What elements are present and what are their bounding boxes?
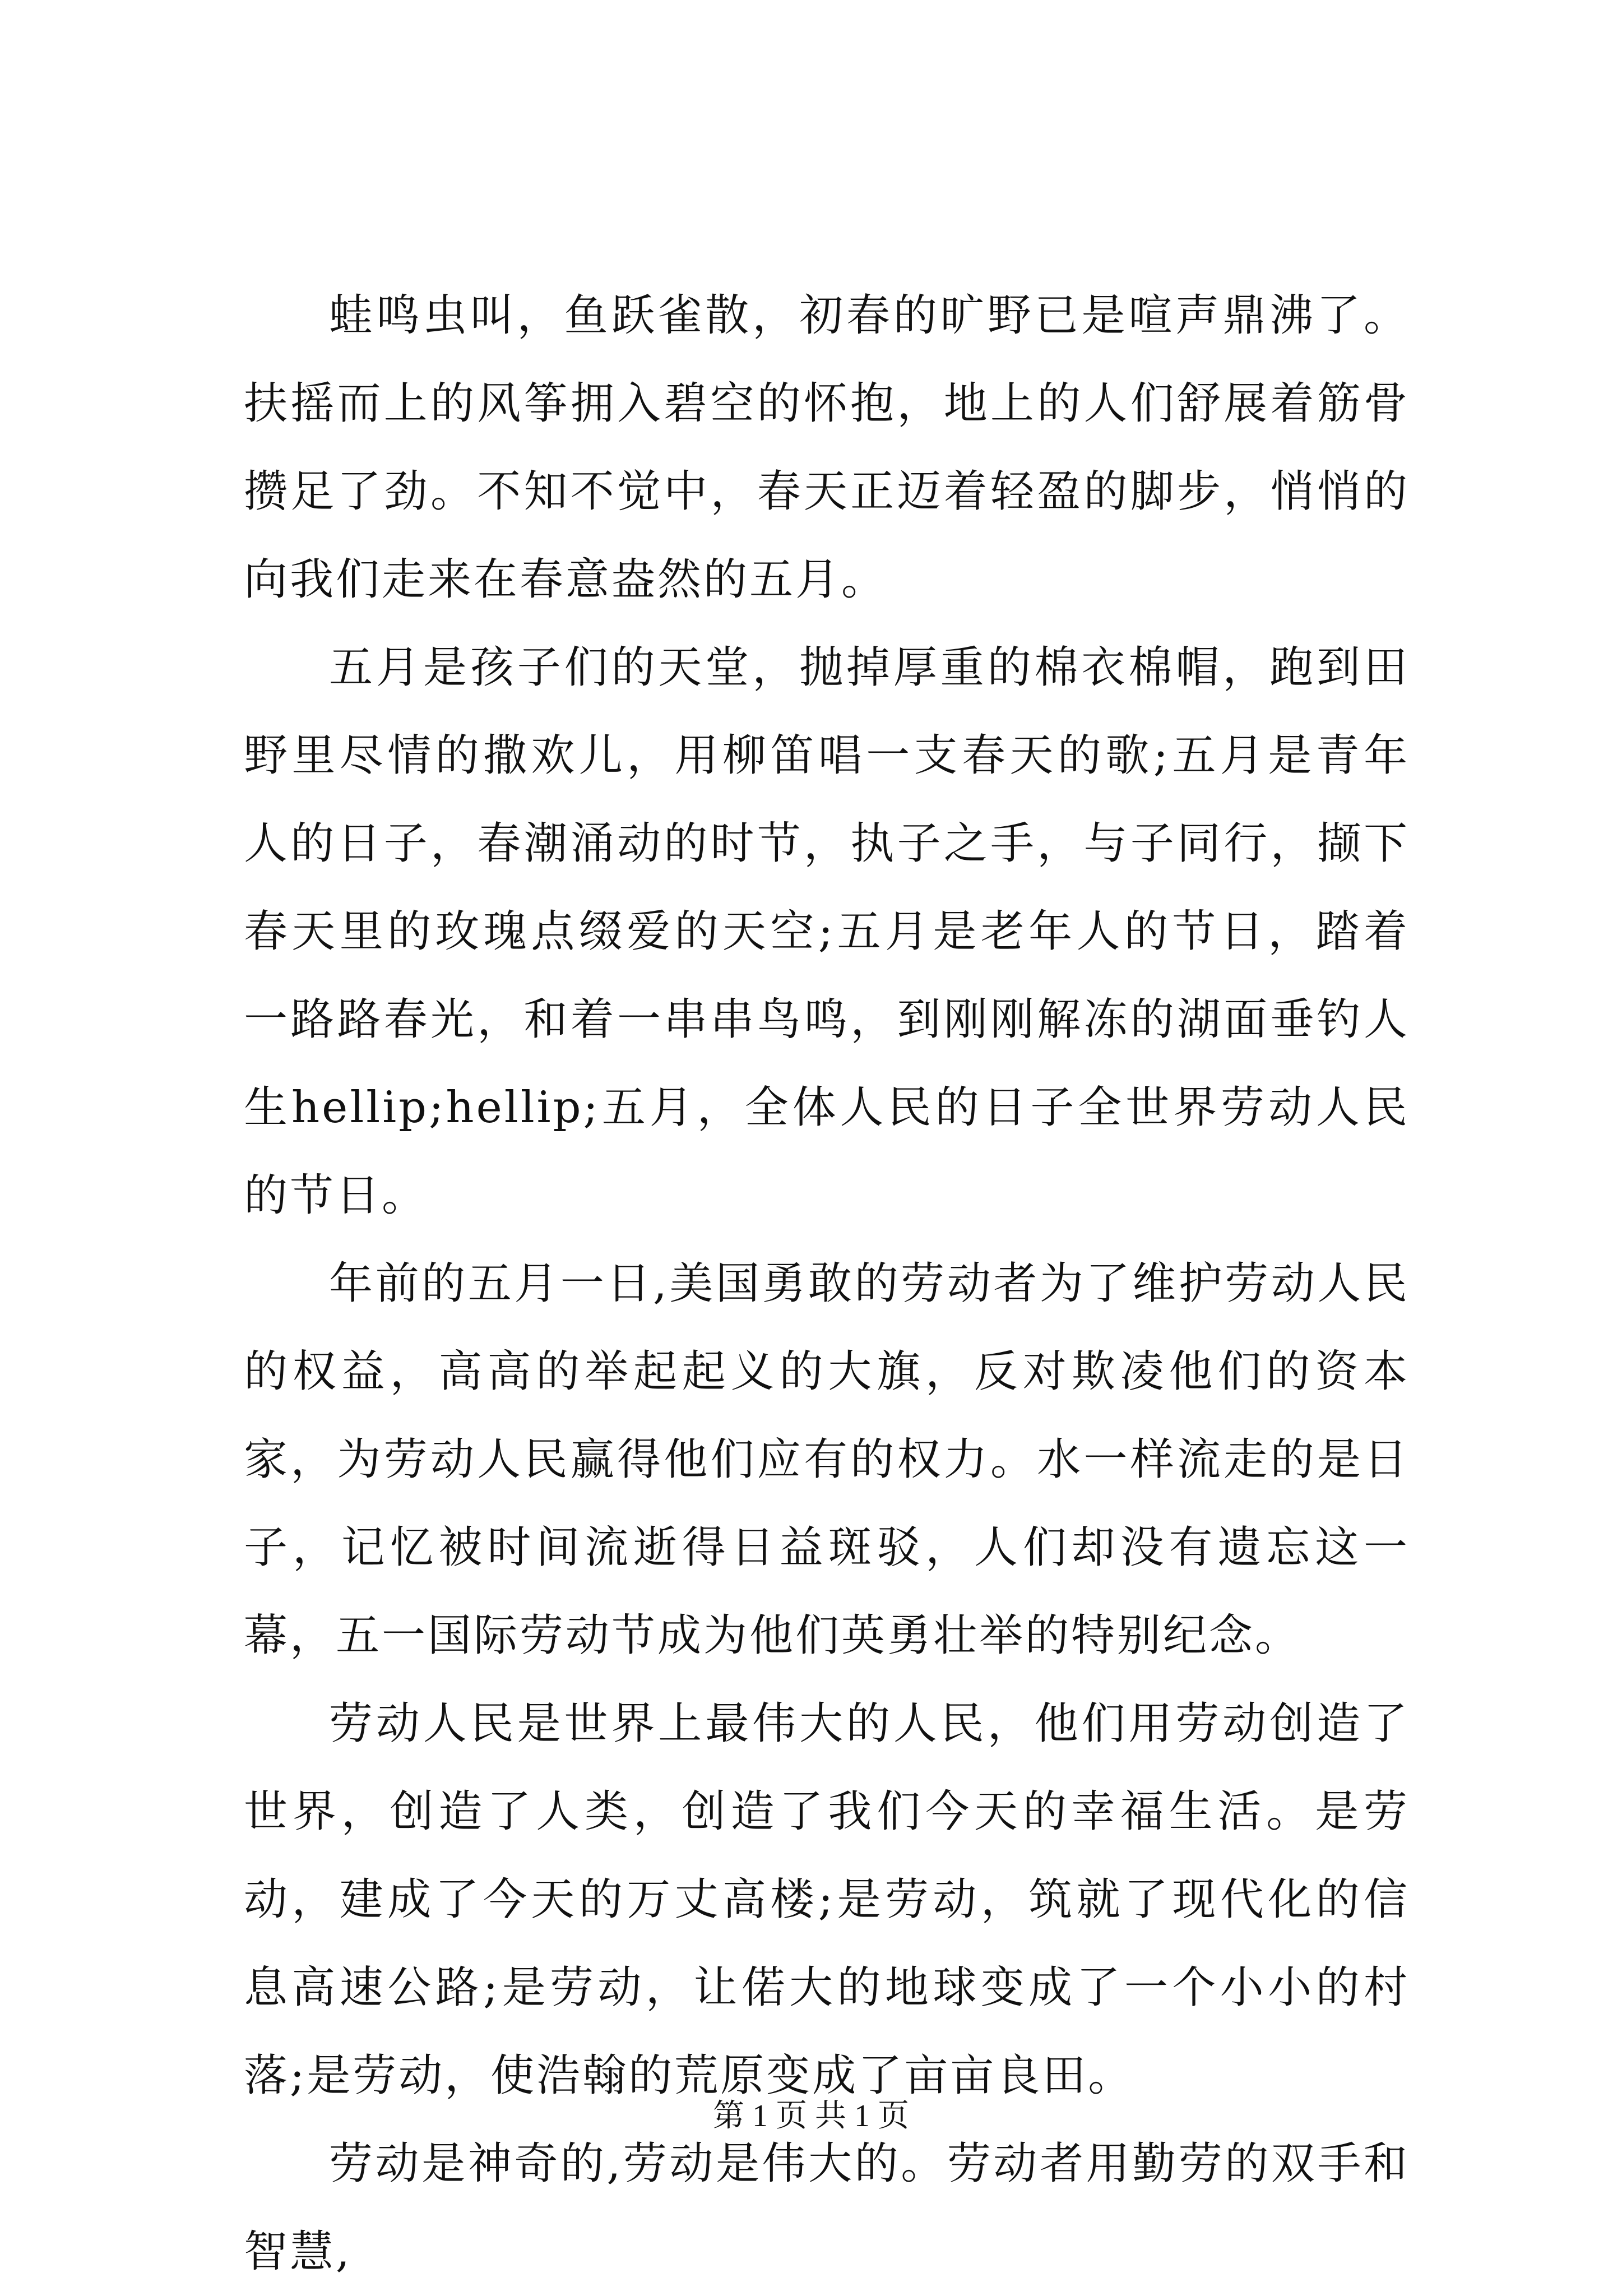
page-footer <box>0 2094 1622 2138</box>
paragraph-may-for-all-ages: 五月是孩子们的天堂，抛掉厚重的棉衣棉帽，跑到田野里尽情的撒欢儿，用柳笛唱一支春天的歌;五月是青年人的日子，春潮涌动的时节，执子之手，与子同行，撷下春天里的玫瑰点缀爱的天空;五月是老年人的节日，踏着一路路春光，和着一串串鸟鸣，到刚刚解冻的湖面垂钓人生hellip;hellip;五月，全体人民的日子全世界劳动人民的节日。 <box>244 642 1410 1221</box>
paragraph-may-day-history: 年前的五月一日,美国勇敢的劳动者为了维护劳动人民的权益，高高的举起起义的大旗，反对欺凌他们的资本家，为劳动人民赢得他们应有的权力。水一样流走的是日子，记忆被时间流逝得日益斑驳，人们却没有遗忘这一幕，五一国际劳动节成为他们英勇壮举的特别纪念。 <box>244 1258 1410 1661</box>
document-body <box>244 272 1410 2296</box>
page-number-label: 第 1 页 共 1 页 <box>713 2099 909 2133</box>
paragraph-labor-creates-world: 劳动人民是世界上最伟大的人民，他们用劳动创造了世界，创造了人类，创造了我们今天的幸福生活。是劳动，建成了今天的万丈高楼;是劳动，筑就了现代化的信息高速公路;是劳动，让偌大的地球变成了一个小小的村落;是劳动，使浩翰的荒原变成了亩亩良田。 <box>244 1698 1410 2101</box>
paragraph-spring-fields: 蛙鸣虫叫，鱼跃雀散，初春的旷野已是喧声鼎沸了。扶摇而上的风筝拥入碧空的怀抱，地上的人们舒展着筋骨攒足了劲。不知不觉中，春天正迈着轻盈的脚步，悄悄的向我们走来在春意盎然的五月。 <box>244 290 1410 605</box>
paragraph-labor-is-great: 劳动是神奇的,劳动是伟大的。劳动者用勤劳的双手和智慧, <box>244 2138 1410 2277</box>
